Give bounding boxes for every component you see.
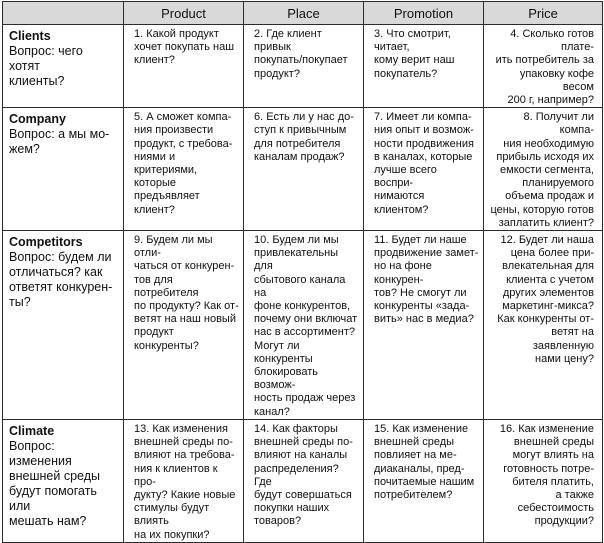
table-cell: 10. Будем ли мы привлекательны для сбытового канала на фоне конкурентов, почему они включат нас в ассортимент? Могут ли конкуренты блокировать возмож- ность продаж через канал? — [244, 231, 364, 420]
header-corner — [3, 2, 124, 25]
table-row-company — [3, 108, 603, 231]
table-cell: 1. Какой продукт хочет покупать наш клиент? — [124, 25, 244, 108]
marketing-mix-table — [2, 1, 603, 543]
table-row-climate — [3, 419, 603, 542]
row-title: Climate — [9, 423, 55, 438]
row-title: Company — [9, 112, 66, 127]
table-cell: 16. Как изменение внешней среды могут влиять на готовность потре- бителя платить, а также себестоимость продукции? — [484, 419, 603, 542]
table-row-competitors — [3, 231, 603, 420]
table-cell: 6. Есть ли у нас до- ступ к привычным для потребителя каналам продаж? — [244, 108, 364, 231]
row-header-climate — [3, 419, 124, 542]
header-row — [3, 2, 603, 25]
header-promotion: Promotion — [364, 2, 484, 25]
table-row-clients — [3, 25, 603, 108]
table-cell: 15. Как изменение внешней среды повлияет на ме- диаканалы, пред- почитаемые нашим потребителем? — [364, 419, 484, 542]
table-cell: 9. Будем ли мы отли- чаться от конкурен- тов для потребителя по продукту? Как от- ветят на наш новый продукт конкуренты? — [124, 231, 244, 420]
header-place: Place — [244, 2, 364, 25]
row-title: Competitors — [9, 235, 83, 250]
table-cell: 12. Будет ли наша цена более при- влекательная для клиента с учетом других элементов маркетинг-микса? Как конкуренты от- ветят на заявленную нами цену? — [484, 231, 603, 420]
row-question: Вопрос: а мы мо- жем? — [9, 127, 110, 157]
row-title: Clients — [9, 29, 51, 43]
row-question: Вопрос: изменения внешней среды будут помогать или мешать нам? — [9, 438, 100, 528]
table-cell: 8. Получит ли компа- ния необходимую прибыль исходя их емкости сегмента, планируемого объема продаж и цены, которую готов заплатить клиент? — [484, 108, 603, 231]
row-question: Вопрос: будем ли отличаться? как ответят конкурен- ты? — [9, 250, 113, 310]
table-cell: 4. Сколько готов плате- ить потребитель за упаковку кофе весом 200 г, например? — [484, 25, 603, 108]
header-product: Product — [124, 2, 244, 25]
table-cell: 14. Как факторы внешней среды по- влияют на каналы распределения? Где будут совершаться покупки наших товаров? — [244, 419, 364, 542]
row-header-clients — [3, 25, 124, 108]
header-price: Price — [484, 2, 603, 25]
table-cell: 11. Будет ли наше продвижение замет- но на фоне конкурен- тов? Не смогут ли конкуренты «зада- вить» нас в медиа? — [364, 231, 484, 420]
row-header-company — [3, 108, 124, 231]
table-cell: 3. Что смотрит, читает, кому верит наш покупатель? — [364, 25, 484, 108]
table-cell: 5. А сможет компа- ния произвести продукт, с требова- ниями и критериями, которые предъявляет клиент? — [124, 108, 244, 231]
table-cell: 13. Как изменения внешней среды по- влияют на требова- ния к клиентов к про- дукту? Какие новые стимулы будут влиять на их покупки? — [124, 419, 244, 542]
row-header-competitors — [3, 231, 124, 420]
table-cell: 7. Имеет ли компа- ния опыт и возмож- ности продвижения в каналах, которые лучше всего воспри- нимаются клиентом? — [364, 108, 484, 231]
row-question: Вопрос: чего хотят клиенты? — [9, 44, 83, 88]
table-cell: 2. Где клиент привык покупать/покупает продукт? — [244, 25, 364, 108]
